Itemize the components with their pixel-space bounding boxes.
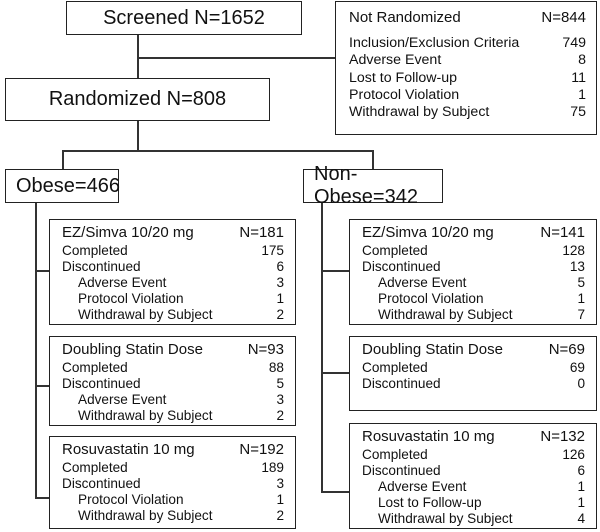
discontinued-row: Discontinued 6 — [62, 259, 284, 274]
arm-n: N=93 — [247, 341, 284, 358]
non-obese-trunk — [321, 202, 323, 491]
non-obese-branch-3 — [321, 491, 349, 493]
reason-row: Protocol Violation 1 — [78, 291, 284, 306]
obese-arm-ezsimva — [49, 219, 296, 325]
reason-row: Withdrawal by Subject 2 — [78, 408, 284, 423]
reason-row: Withdrawal by Subject 2 — [78, 508, 284, 523]
arm-header — [362, 340, 585, 360]
completed-row: Completed 128 — [362, 243, 585, 258]
reason-row: Adverse Event 5 — [378, 275, 585, 290]
arm-n: N=69 — [548, 341, 585, 358]
discontinued-row: Discontinued 6 — [362, 463, 585, 478]
not-randomized-row: Adverse Event 8 — [349, 52, 586, 69]
reason-row: Withdrawal by Subject 4 — [378, 511, 585, 526]
arm-header — [62, 340, 284, 360]
not-randomized-total: N=844 — [541, 9, 586, 26]
arm-name: Rosuvastatin 10 mg — [362, 428, 495, 445]
non-obese-branch-2 — [321, 372, 349, 374]
arm-header — [362, 223, 585, 243]
reason-row: Adverse Event 3 — [78, 392, 284, 407]
reason-row: Protocol Violation 1 — [78, 492, 284, 507]
screened-label: Screened N=1652 — [103, 6, 265, 29]
completed-row: Completed 189 — [62, 460, 284, 475]
reason-row: Withdrawal by Subject 7 — [378, 307, 585, 322]
completed-row: Completed 126 — [362, 447, 585, 462]
reason-row: Adverse Event 3 — [78, 275, 284, 290]
arm-name: EZ/Simva 10/20 mg — [62, 224, 194, 241]
obese-trunk — [35, 202, 37, 497]
arm-n: N=192 — [239, 441, 284, 458]
completed-row: Completed 175 — [62, 243, 284, 258]
obese-box — [5, 169, 119, 203]
reason-row: Lost to Follow-up 1 — [378, 495, 585, 510]
randomized-box — [5, 78, 270, 121]
obese-arm-doubling — [49, 336, 296, 426]
reason-row: Withdrawal by Subject 2 — [78, 307, 284, 322]
not-randomized-header — [349, 8, 586, 28]
arm-n: N=181 — [239, 224, 284, 241]
discontinued-row: Discontinued 3 — [62, 476, 284, 491]
discontinued-row: Discontinued 0 — [362, 376, 585, 391]
non-obese-branch-1 — [321, 270, 349, 272]
non-obese-label: Non-Obese=342 — [314, 163, 418, 208]
discontinued-row: Discontinued 5 — [62, 376, 284, 391]
obese-label: Obese=466 — [16, 174, 120, 197]
arm-name: EZ/Simva 10/20 mg — [362, 224, 494, 241]
screened-box — [66, 1, 302, 35]
connector-randomized-down — [137, 120, 139, 150]
arm-n: N=141 — [540, 224, 585, 241]
not-randomized-row: Protocol Violation 1 — [349, 86, 586, 103]
non-obese-arm-rosuvastatin — [349, 423, 597, 529]
not-randomized-row: Lost to Follow-up 11 — [349, 69, 586, 86]
not-randomized-title: Not Randomized — [349, 9, 461, 26]
completed-row: Completed 88 — [62, 360, 284, 375]
reason-row: Protocol Violation 1 — [378, 291, 585, 306]
arm-header — [62, 440, 284, 460]
arm-n: N=132 — [540, 428, 585, 445]
non-obese-box — [303, 163, 443, 208]
obese-branch-3 — [35, 497, 49, 499]
non-obese-arm-ezsimva — [349, 219, 597, 325]
obese-arm-rosuvastatin — [49, 436, 296, 529]
randomized-label: Randomized N=808 — [48, 88, 227, 110]
discontinued-row: Discontinued 13 — [362, 259, 585, 274]
connector-to-obese — [62, 150, 64, 170]
not-randomized-box — [335, 1, 597, 135]
arm-header — [62, 223, 284, 243]
not-randomized-row: Inclusion/Exclusion Criteria 749 — [349, 35, 586, 51]
non-obese-arm-doubling — [349, 336, 597, 411]
obese-branch-1 — [35, 270, 49, 272]
completed-row: Completed 69 — [362, 360, 585, 375]
connector-not-randomized — [137, 57, 335, 59]
arm-name: Doubling Statin Dose — [362, 341, 503, 358]
reason-row: Adverse Event 1 — [378, 479, 585, 494]
connector-split — [62, 150, 373, 152]
arm-name: Rosuvastatin 10 mg — [62, 441, 195, 458]
arm-header — [362, 427, 585, 447]
obese-branch-2 — [35, 385, 49, 387]
arm-name: Doubling Statin Dose — [62, 341, 203, 358]
connector-screened-randomized — [137, 34, 139, 78]
not-randomized-row: Withdrawal by Subject 75 — [349, 104, 586, 121]
